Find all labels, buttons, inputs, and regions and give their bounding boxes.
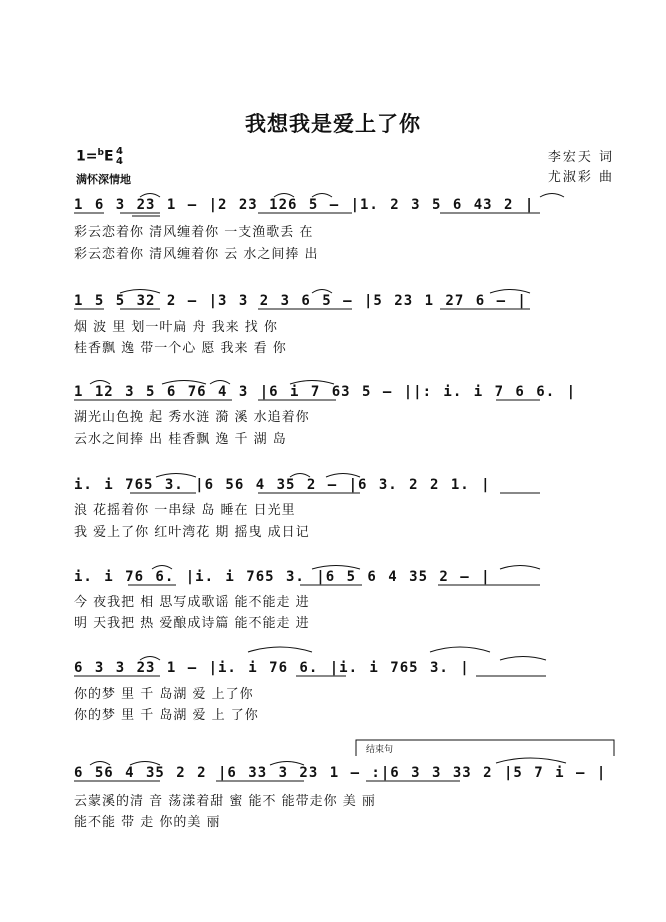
expression-marking: 满怀深情地 [76,173,131,186]
time-signature-bottom: 4 [116,156,123,167]
lyric-line: 彩云恋着你 清风缠着你 云 水之间捧 出 [74,247,319,262]
lyric-line: 明 天我把 热 爱酿成诗篇 能不能走 进 [74,616,310,631]
lyric-line: 桂香飘 逸 带一个心 愿 我来 看 你 [74,341,287,356]
lyric-line: 云蒙溪的清 音 荡漾着甜 蜜 能不 能带走你 美 丽 [74,794,376,809]
ending-label: 结束句 [366,745,394,755]
lyric-line: 云水之间捧 出 桂香飘 逸 千 湖 岛 [74,432,287,447]
composer-credit: 尤淑彩 曲 [547,170,614,185]
notation-line: 1 5 5 32 2 – |3 3 2 3 6 5 – |5 23 1 27 6 – | [74,293,527,309]
notation-line: 6 56 4 35 2 2 |6 33 3 23 1 – :|6 3 3 33 2 |5 7 i – | [74,765,607,781]
song-title: 我想我是爱上了你 [245,111,421,136]
lyric-line: 浪 花摇着你 一串绿 岛 睡在 日光里 [74,503,296,518]
flat-sign: b [97,148,104,158]
lyric-line: 彩云恋着你 清风缠着你 一支渔歌丢 在 [74,225,314,240]
time-signature-top: 4 [116,146,123,157]
lyric-line: 你的梦 里 千 岛湖 爱 上了你 [74,687,254,702]
notation-line: i. i 76 6. |i. i 765 3. |6 5 6 4 35 2 – | [74,569,491,585]
lyric-line: 能不能 带 走 你的美 丽 [74,815,221,830]
notation-line: 6 3 3 23 1 – |i. i 76 6. |i. i 765 3. | [74,660,470,676]
key-prefix: 1= [76,148,98,165]
key-note: E [103,148,114,165]
lyric-line: 我 爱上了你 红叶湾花 期 摇曳 成日记 [74,525,310,540]
lyric-line: 今 夜我把 相 思写成歌谣 能不能走 进 [74,595,310,610]
notation-line: 1 6 3 23 1 – |2 23 126 5 – |1. 2 3 5 6 43 2 | [74,197,535,213]
lyric-line: 湖光山色挽 起 秀水涟 漪 溪 水追着你 [74,410,310,425]
lyric-line: 烟 波 里 划一叶扁 舟 我来 找 你 [74,320,278,335]
notation-line: i. i 765 3. |6 56 4 35 2 – |6 3. 2 2 1. | [74,477,491,493]
lyricist-credit: 李宏天 词 [547,150,614,165]
lyric-line: 你的梦 里 千 岛湖 爱 上 了你 [74,708,259,723]
notation-line: 1 12 3 5 6 76 4 3 |6 i 7 63 5 – ||: i. i 7 6 6. | [74,384,577,400]
